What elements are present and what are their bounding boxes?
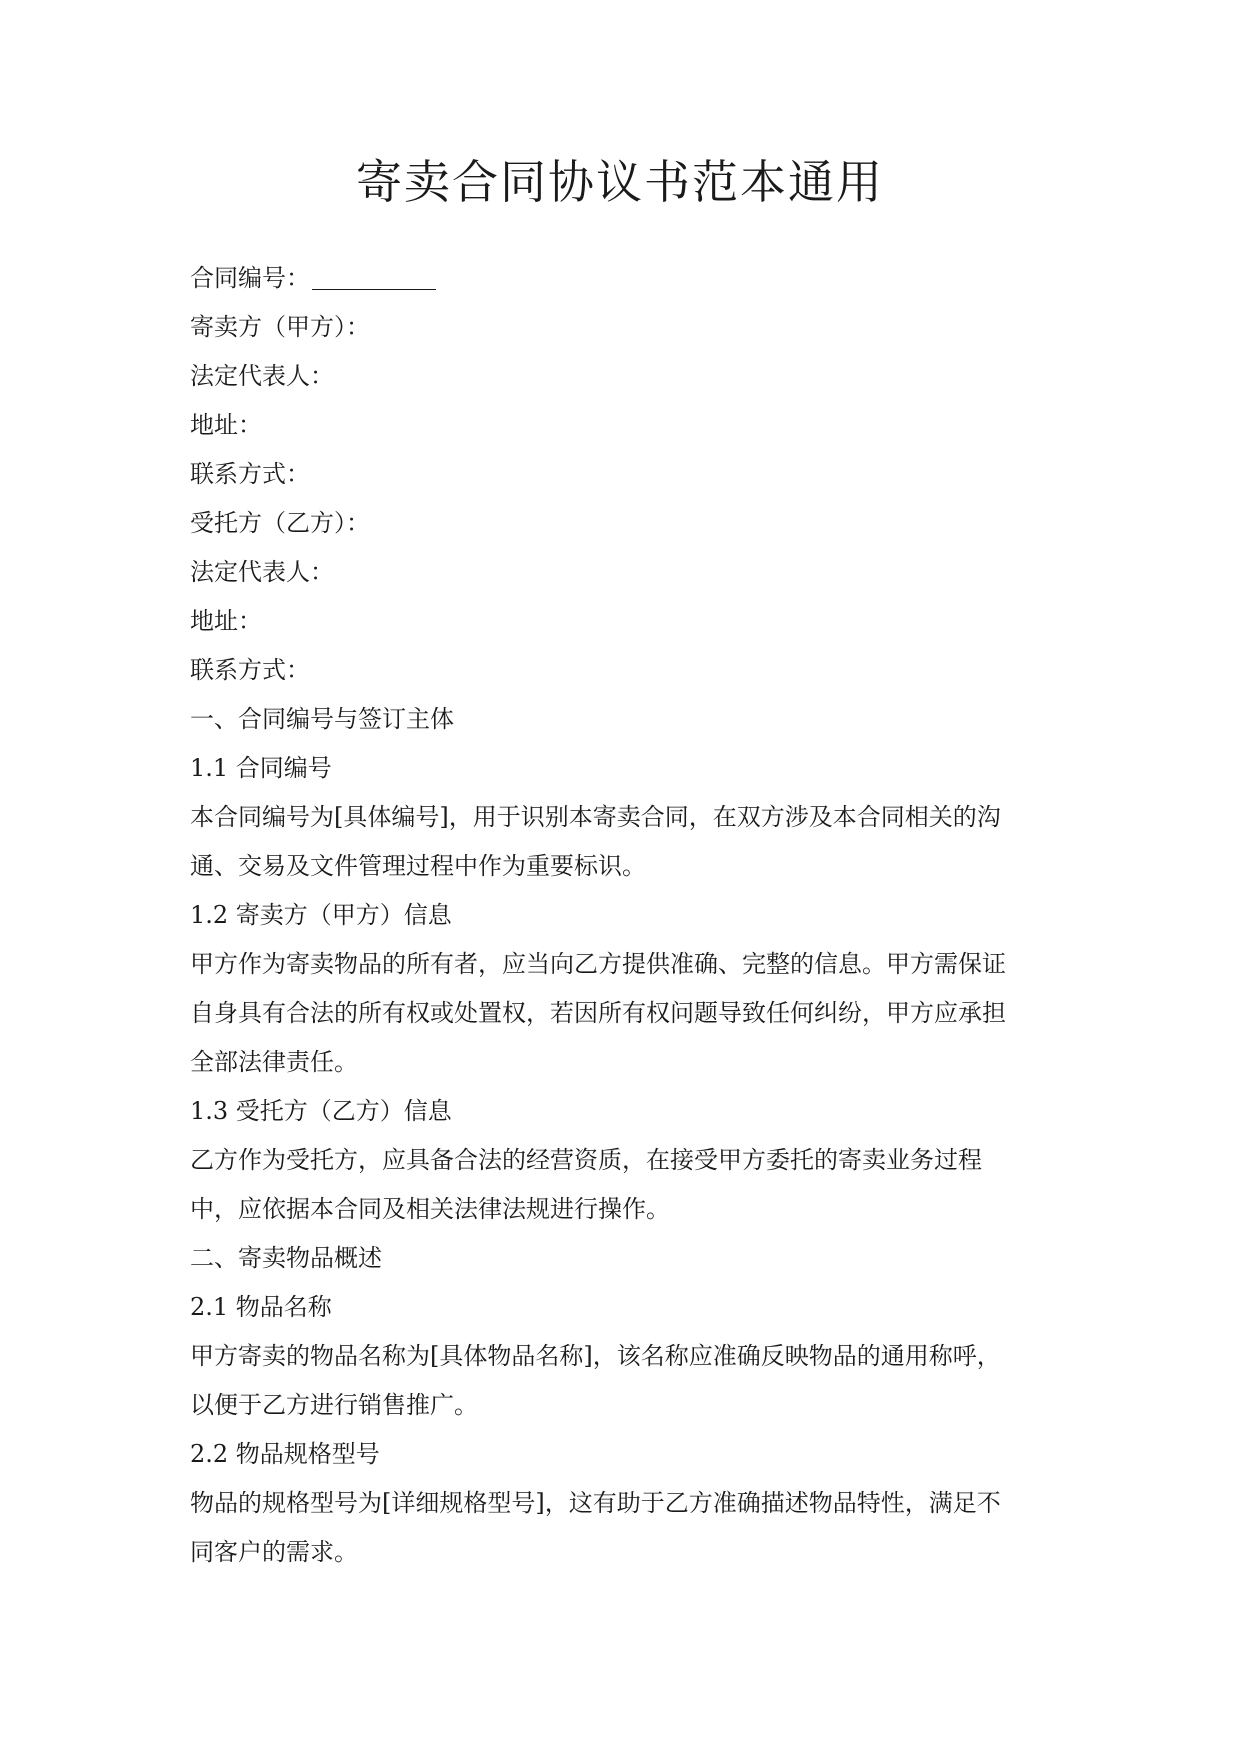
paragraph-line: 本合同编号为[具体编号]，用于识别本寄卖合同，在双方涉及本合同相关的沟 — [190, 803, 1001, 831]
section-heading: 一、合同编号与签订主体 — [190, 705, 454, 733]
field-consignee: 受托方（乙方）： — [190, 509, 370, 537]
subsection-heading: 1.3 受托方（乙方）信息 — [190, 1097, 452, 1125]
field-consignor-representative: 法定代表人： — [190, 362, 334, 390]
field-label: 合同编号： — [190, 264, 310, 292]
paragraph-line: 物品的规格型号为[详细规格型号]，这有助于乙方准确描述物品特性，满足不 — [190, 1489, 1001, 1517]
subsection-heading: 2.1 物品名称 — [190, 1293, 332, 1321]
paragraph-line: 通、交易及文件管理过程中作为重要标识。 — [190, 852, 646, 880]
paragraph-line: 同客户的需求。 — [190, 1538, 358, 1566]
subsection-heading: 1.1 合同编号 — [190, 754, 332, 782]
paragraph-line: 中，应依据本合同及相关法律法规进行操作。 — [190, 1195, 670, 1223]
paragraph-line: 全部法律责任。 — [190, 1048, 358, 1076]
field-consignor-address: 地址： — [190, 411, 262, 439]
field-contract-number — [190, 254, 1065, 303]
subsection-heading: 2.2 物品规格型号 — [190, 1440, 380, 1468]
field-consignor-contact: 联系方式： — [190, 460, 310, 488]
document-body — [190, 254, 1065, 1577]
field-consignee-contact: 联系方式： — [190, 656, 310, 684]
document-title: 寄卖合同协议书范本通用 — [356, 155, 884, 209]
field-consignor: 寄卖方（甲方）： — [190, 313, 370, 341]
paragraph-line: 甲方寄卖的物品名称为[具体物品名称]，该名称应准确反映物品的通用称呼， — [190, 1342, 1001, 1370]
field-consignee-address: 地址： — [190, 607, 262, 635]
paragraph-line: 自身具有合法的所有权或处置权，若因所有权问题导致任何纠纷，甲方应承担 — [190, 999, 1006, 1027]
contract-number-blank — [312, 259, 436, 290]
paragraph-line: 乙方作为受托方，应具备合法的经营资质，在接受甲方委托的寄卖业务过程 — [190, 1146, 982, 1174]
subsection-heading: 1.2 寄卖方（甲方）信息 — [190, 901, 452, 929]
field-consignee-representative: 法定代表人： — [190, 558, 334, 586]
paragraph-line: 以便于乙方进行销售推广。 — [190, 1391, 478, 1419]
paragraph-line: 甲方作为寄卖物品的所有者，应当向乙方提供准确、完整的信息。甲方需保证 — [190, 950, 1006, 978]
section-heading: 二、寄卖物品概述 — [190, 1244, 382, 1272]
